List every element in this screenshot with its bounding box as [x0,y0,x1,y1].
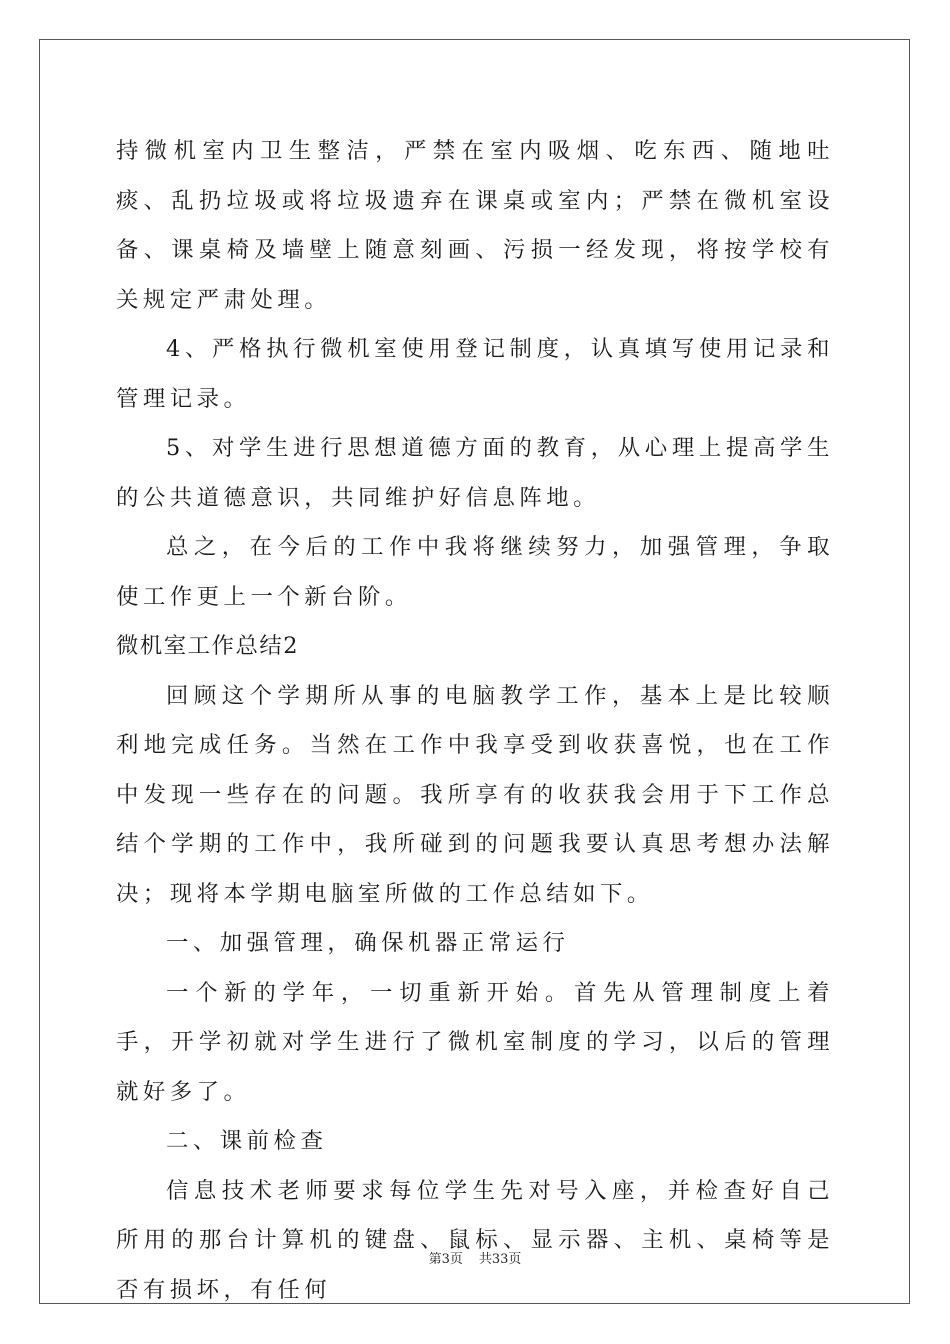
paragraph-review: 回顾这个学期所从事的电脑教学工作，基本上是比较顺利地完成任务。当然在工作中我享受到收获喜悦，也在工作中发现一些存在的问题。我所享有的收获我会用于下工作总结个学期的工作中，我所碰到的问题我要认真思考想办法解决；现将本学期电脑室所做的工作总结如下。 [116,682,834,907]
section-title: 微机室工作总结2 [116,633,299,659]
subheading-pre-class-check: 二、课前检查 [166,1128,328,1154]
paragraph-hygiene-rules: 持微机室内卫生整洁，严禁在室内吸烟、吃东西、随地吐痰、乱扔垃圾或将垃圾遗弃在课桌或室内；严禁在微机室设备、课桌椅及墙壁上随意刻画、污损一经发现，将按学校有关规定严肃处理。 [116,138,834,313]
subheading-management: 一、加强管理，确保机器正常运行 [166,930,570,956]
paragraph-item-4: 4、严格执行微机室使用登记制度，认真填写使用记录和管理记录。 [116,336,834,412]
document-body [116,127,834,1315]
page-number: 第3页 [428,1252,463,1267]
page-footer [0,1248,950,1267]
paragraph-item-5: 5、对学生进行思想道德方面的教育，从心理上提高学生的公共道德意识，共同维护好信息阵地。 [116,435,834,511]
paragraph-conclusion: 总之，在今后的工作中我将继续努力，加强管理，争取使工作更上一个新台阶。 [116,534,834,610]
paragraph-teacher-requirements: 信息技术老师要求每位学生先对号入座，并检查好自己所用的那台计算机的键盘、鼠标、显示器、主机、桌椅等是否有损坏，有任何 [116,1177,834,1303]
total-pages: 共33页 [478,1252,522,1267]
paragraph-new-year: 一个新的学年，一切重新开始。首先从管理制度上着手，开学初就对学生进行了微机室制度的学习，以后的管理就好多了。 [116,979,834,1105]
